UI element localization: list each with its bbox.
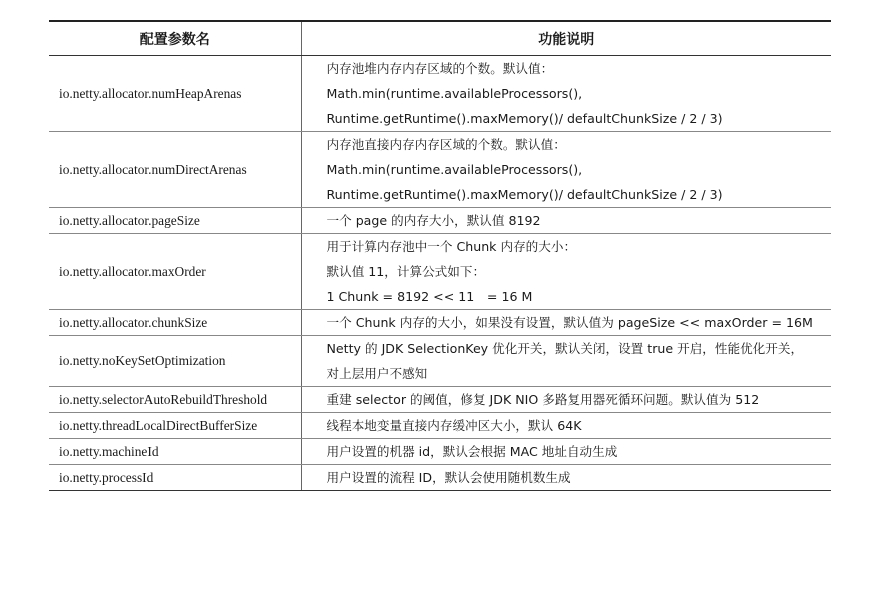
param-description bbox=[301, 132, 831, 208]
param-description bbox=[301, 336, 831, 387]
config-parameter-table bbox=[49, 20, 831, 491]
description-line: 用户设置的流程 ID，默认会使用随机数生成 bbox=[326, 470, 571, 485]
table-row bbox=[49, 465, 831, 491]
table-body bbox=[49, 56, 831, 491]
description-line: Math.min(runtime.availableProcessors(), bbox=[326, 86, 583, 101]
description-line: 用户设置的机器 id，默认会根据 MAC 地址自动生成 bbox=[326, 444, 618, 459]
param-name: io.netty.noKeySetOptimization bbox=[49, 336, 301, 387]
table-row bbox=[49, 56, 831, 132]
header-param-name: 配置参数名 bbox=[49, 21, 301, 56]
description-line: 重建 selector 的阈值，修复 JDK NIO 多路复用器死循环问题。默认值为 512 bbox=[326, 392, 760, 407]
table-row bbox=[49, 387, 831, 413]
table-header bbox=[49, 21, 831, 56]
param-description bbox=[301, 465, 831, 491]
description-line: 一个 page 的内存大小，默认值 8192 bbox=[326, 213, 541, 228]
param-description bbox=[301, 413, 831, 439]
param-name: io.netty.threadLocalDirectBufferSize bbox=[49, 413, 301, 439]
table-row bbox=[49, 439, 831, 465]
description-line: Runtime.getRuntime().maxMemory()/ defaultChunkSize / 2 / 3) bbox=[326, 111, 723, 126]
param-description bbox=[301, 310, 831, 336]
header-row bbox=[49, 21, 831, 56]
param-description bbox=[301, 56, 831, 132]
table-row bbox=[49, 413, 831, 439]
header-description: 功能说明 bbox=[301, 21, 831, 56]
description-line: 1 Chunk = 8192 << 11 = 16 M bbox=[326, 289, 533, 304]
table-row bbox=[49, 310, 831, 336]
param-description bbox=[301, 439, 831, 465]
param-name: io.netty.allocator.numHeapArenas bbox=[49, 56, 301, 132]
param-name: io.netty.processId bbox=[49, 465, 301, 491]
description-line: 内存池直接内存内存区域的个数。默认值： bbox=[326, 137, 566, 152]
description-line: 默认值 11，计算公式如下： bbox=[326, 264, 486, 279]
description-line: 内存池堆内存内存区域的个数。默认值： bbox=[326, 61, 554, 76]
param-name: io.netty.allocator.maxOrder bbox=[49, 234, 301, 310]
param-name: io.netty.allocator.numDirectArenas bbox=[49, 132, 301, 208]
param-name: io.netty.selectorAutoRebuildThreshold bbox=[49, 387, 301, 413]
table-row bbox=[49, 234, 831, 310]
table-row bbox=[49, 336, 831, 387]
description-line: 线程本地变量直接内存缓冲区大小，默认 64K bbox=[326, 418, 582, 433]
description-line: Netty 的 JDK SelectionKey 优化开关，默认关闭，设置 true 开启，性能优化开关， bbox=[326, 341, 804, 356]
description-line: 对上层用户不感知 bbox=[326, 366, 428, 381]
param-name: io.netty.allocator.chunkSize bbox=[49, 310, 301, 336]
param-name: io.netty.allocator.pageSize bbox=[49, 208, 301, 234]
table-row bbox=[49, 132, 831, 208]
param-description bbox=[301, 387, 831, 413]
description-line: 一个 Chunk 内存的大小，如果没有设置，默认值为 pageSize << maxOrder = 16M bbox=[326, 315, 813, 330]
description-line: Runtime.getRuntime().maxMemory()/ defaultChunkSize / 2 / 3) bbox=[326, 187, 723, 202]
description-line: Math.min(runtime.availableProcessors(), bbox=[326, 162, 583, 177]
description-line: 用于计算内存池中一个 Chunk 内存的大小： bbox=[326, 239, 577, 254]
param-description bbox=[301, 208, 831, 234]
param-description bbox=[301, 234, 831, 310]
param-name: io.netty.machineId bbox=[49, 439, 301, 465]
table-row bbox=[49, 208, 831, 234]
